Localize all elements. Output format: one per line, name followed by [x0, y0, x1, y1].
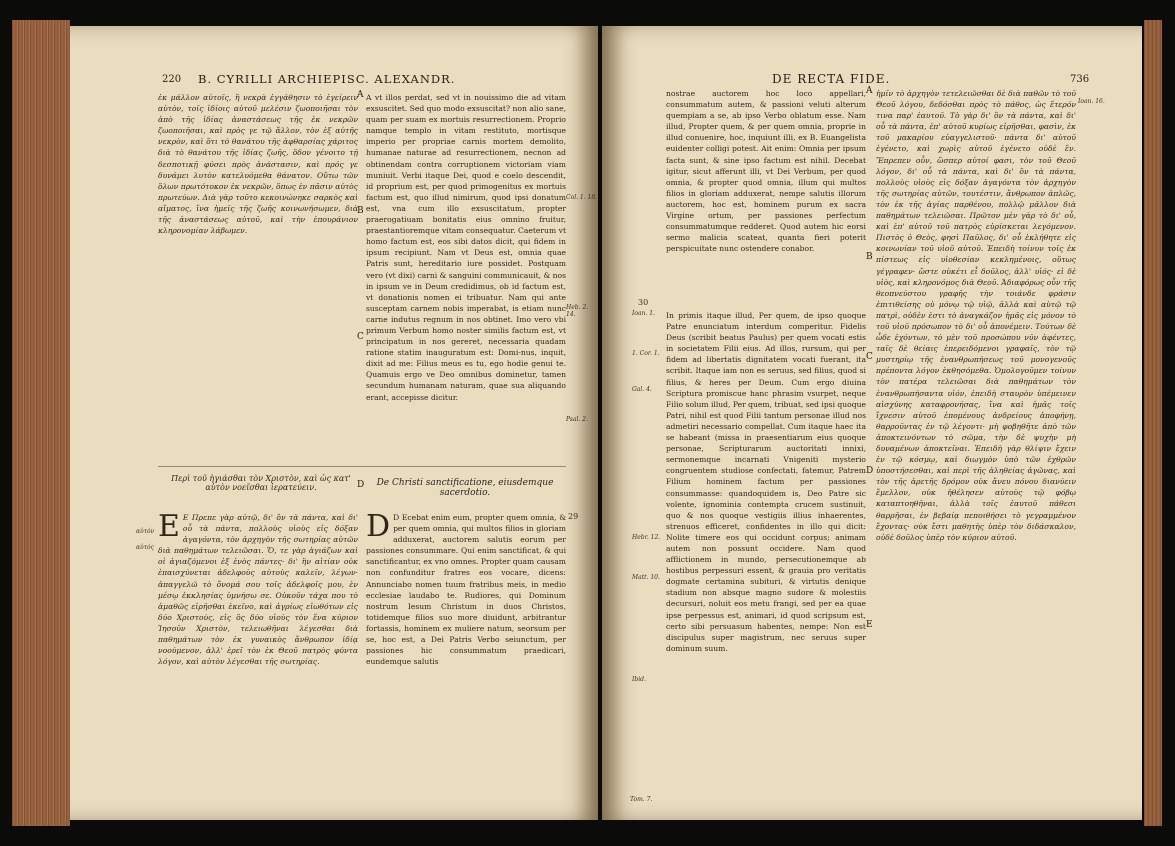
margin-note: Col. 1. 18.	[566, 194, 598, 201]
open-book	[12, 20, 1162, 826]
margin-note: Ibid.	[632, 676, 646, 683]
margin-note: αὐτόν	[136, 528, 155, 535]
right-page-number: 736	[1070, 74, 1090, 85]
latin-column-middle: In primis itaque illud, Per quem, de ipso quoque Patre enunciatum interdum comperitur. Fidelis Deus (scribit beatus Paulus) per quem vocati estis in societatem Filii eius. Ad illos, rursum, qui per fidem ad libertatis dignitatem vocati fuerant, ita scribit. Itaque iam non es seruus, sed filius, quod si filius, & heres per Deum. Cum ergo diuina Scriptura promiscue hanc phrasim vsurpet, neque Filio solum illud, Per quem, tribuat, sed ipsi quoque Patri, nihil est quod Filii tantum personae illud nos admetiri necessario compellat. Cum itaque haec ita se habeant (missa in praesentiarum eius quoque personae, Scripturarum auctoritati innixi, sermonemque incarnati Vnigeniti mysterio congruentem studiose confectati, fatemur, Patrem Filium hominem factum per passiones consummasse: quandoquidem is, Deo Patre sic volente, ignominia contempta crucem sustinuit, quo & nos quoque vestigiis illius inhaerentes, strenuos efficeret, confidentes in illo qui dicit: Nolite timere eos qui occidunt corpus; animam autem non possunt occidere. Nam quod afflictionem in mundo, persecutionemque ab hostibus perpessuri essent, & grauia pro veritatis dogmate certamina subituri, & virtutis denique stadium non absque magno sudore & molestiis decursuri, noluit eos metu frangi, sed per ea quae ipse perpessus est, animari, id quod scripsum est, certo sibi persuasum habentes, nempe: Non est discipulus super magistrum, nec seruus super dominum suum.	[666, 311, 866, 653]
greek-column: ἡμῖν τὸ ἀρχηγὸν τετελειῶσθαι δὲ διὰ παθῶν τὸ τοῦ Θεοῦ λόγου, δεδόσθαι πρὸς τὸ πάθος, ὡς ἕτερόν τινα παρ' ἑαυτοῦ. Τὸ γὰρ δι' ὃν τὰ πάντα, καὶ δι' οὗ τὰ πάντα, ἐπ' αὐτοῦ κυρίως εἰρῆσθαι, φασὶν, ἐκ τοῦ μακαρίου εὐαγγελιστοῦ· πάντα δι' αὐτοῦ ἐγένετο, καὶ χωρὶς αὐτοῦ ἐγένετο οὐδὲ ἕν. Ἔπρεπεν οὖν, ὥσπερ αὐτοί φασι, τὸν τοῦ Θεοῦ λόγον, δι' οὗ τὰ πάντα, καὶ δι' ὃν τὰ πάντα, πολλοὺς υἱοὺς εἰς δόξαν ἀγαγόντα τὸν ἀρχηγὸν τῆς σωτηρίας αὐτῶν, τουτέστιν, ἄνθρωπον ἁπλῶς, τὸν ἐκ τῆς ἁγίας παρθένου, πολλῷ μᾶλλον διὰ παθημάτων τελειῶσαι. Πρῶτον μὲν γὰρ τὸ δι' οὗ, καὶ ἐπ' αὐτοῦ τοῦ πατρὸς εὑρίσκεται λεγόμενον. Πιστὸς ὁ Θεὸς, φησὶ Παῦλος, δι' οὗ ἐκλήθητε εἰς κοινωνίαν τοῦ υἱοῦ αὐτοῦ. Ἐπειδὴ τοίνυν τοῖς ἐκ πίστεως εἰς υἱοθεσίαν κεκλημένοις, οὕτως γέγραφεν· ὥστε οὐκέτι εἶ δοῦλος, ἀλλ' υἱός· εἰ δὲ υἱὸς, καὶ κληρονόμος διὰ Θεοῦ. Ἀδιαφόρως οὖν τῆς θεοπνεύστου γραφῆς τὴν τοιάνδε φράσιν ἐπιτιθείσης οὐ μόνῳ τῷ υἱῷ, ἀλλὰ καὶ αὐτῷ τῷ πατρὶ, οὐδὲν ἐστι τὸ ἀναγκάζον ἡμᾶς εἰς μόνον τὸ τοῦ υἱοῦ πρόσωπον τὸ δι' οὗ ἀπονέμειν. Τούτων δὲ ὧδε ἐχόντων, τὸ μὲν τοῦ προσώπου νῦν ἀφέντες, ταῖς δὲ θείαις ἐπερειδόμενοι γραφαῖς, τὸν τῷ μυστηρίῳ τῆς ἐνανθρωπήσεως τοῦ μονογενοῦς πρέποντα λόγον ἐκθησόμεθα. Ὁμολογοῦμεν τοίνυν τὸν πατέρα τελειῶσαι διὰ παθημάτων τὸν ἐνανθρωπήσαντα υἱόν, ἐπειδὴ σταυρὸν ὑπέμεινεν αἰσχύνης καταφρονήσας, ἵνα καὶ ἡμᾶς τοῖς ἴχνεσιν αὐτοῦ ἑπομένους ἀνδρείους ἀποφήνῃ, θαρροῦντας ἐν τῷ λέγοντι· μὴ φοβηθῆτε ἀπὸ τῶν ἀποκτεινόντων τὸ σῶμα, τὴν δὲ ψυχὴν μὴ δυναμένων ἀποκτεῖναι. Ἐπειδὴ γὰρ θλίψιν ἔχειν ἐν τῷ κόσμῳ, καὶ διωγμὸν ὑπὸ τῶν ἐχθρῶν ὑποστήσεσθαι, καὶ περὶ τῆς ἀληθείας ἀγῶνας, καὶ τὸν τῆς ἀρετῆς δρόμον οὐκ ἄνευ πόνου διανύειν ἔμελλον, οὐκ ἠθέλησεν αὐτοὺς τῷ φόβῳ καταπτοηθῆναι, ἀλλὰ τοῖς ἑαυτοῦ πάθεσι θαρρῆσαι, ἐν βεβαίᾳ πεποιθήσει τὸ γεγραμμένον ἔχοντας· οὐκ ἔστι μαθητὴς ὑπὲρ τὸν διδάσκαλον, οὐδὲ δοῦλος ὑπὲρ τὸν κύριον αὐτοῦ.	[876, 89, 1076, 542]
side-letter-e: E	[866, 620, 873, 630]
margin-note: Matt. 10.	[632, 574, 660, 581]
margin-note: αὐτός	[136, 544, 154, 551]
line-number: 30	[638, 298, 649, 307]
right-running-head: DE RECTA FIDE.	[772, 72, 891, 86]
side-letter-a: A	[866, 86, 873, 96]
printer-signature: Tom. 7.	[630, 796, 653, 803]
margin-note: 1. Cor. 1.	[632, 350, 660, 357]
section-title-latin: De Christi sanctificatione, eiusdemque sacerdotio.	[376, 478, 554, 498]
left-page-number: 220	[162, 74, 182, 85]
margin-note: Ioan. 1.	[632, 310, 655, 317]
greek-bottom-text: Ε Πρεπε γὰρ αὐτῷ, δι' ὃν τὰ πάντα, καὶ δι' οὗ τὰ πάντα, πολλοὺς υἱοὺς εἰς δόξαν ἀγαγόντα, τὸν ἀρχηγὸν τῆς σωτηρίας αὐτῶν διὰ παθημάτων τελειῶσαι. Ὅ, τε γὰρ ἁγιάζων καὶ οἱ ἁγιαζόμενοι ἐξ ἑνὸς πάντες· δι' ἣν αἰτίαν οὐκ ἐπαισχύνεται ἀδελφοὺς αὐτοὺς καλεῖν, λέγων· ἀπαγγελῶ τὸ ὄνομά σου τοῖς ἀδελφοῖς μου, ἐν μέσῳ ἐκκλησίας ὑμνήσω σε. Οὐκοῦν τάχα που τὸ ἀμαθῶς εἰρῆσθαι ἐκεῖνο, καὶ ἀγρίως εἰωθότων εἰς δύο Χριστοὺς, εἰς ὃς δύο υἱοὺς τὸν ἕνα κύριον Ἰησοῦν Χριστὸν, τελειωθῆναι λέγεσθαι διὰ παθημάτων τὸν ἐκ γυναικὸς ἄνθρωπον ἰδίᾳ νοούμενον, ἀλλ' ἐρεῖ τὸν ἐκ Θεοῦ πατρὸς φύντα λόγον, καὶ αὐτὸν λέγεσθαι τῆς σωτηρίας.	[158, 513, 358, 667]
right-page	[602, 26, 1142, 820]
margin-note: Gal. 4.	[632, 386, 652, 393]
left-running-head: B. CYRILLI ARCHIEPISC. ALEXANDR.	[198, 72, 456, 86]
left-page	[70, 26, 598, 820]
left-page-edges	[12, 20, 70, 826]
side-letter-c: C	[357, 332, 364, 342]
margin-note: Heb. 2. 14.	[566, 304, 589, 318]
latin-column-bottom	[366, 509, 566, 812]
side-letter-d: D	[357, 480, 365, 490]
greek-column-bottom	[158, 509, 358, 812]
margin-note: Psal. 2.	[566, 416, 588, 423]
side-letter-c: C	[866, 352, 873, 362]
side-letter-b: B	[357, 206, 364, 216]
section-title-greek: Περὶ τοῦ ἡγιάσθαι τὸν Χριστὸν, καὶ ὡς κατ' αὐτὸν νοεῖσθαι ἱερατεύειν.	[171, 474, 351, 492]
section-divider	[158, 466, 566, 467]
greek-column-top: ἐκ μάλλον αὐτοῖς, ἢ νεκρὰ ἐγγάθησιν τὸ ἐγείρειν αὐτὸν, τοῖς ἰδίοις αὐτοῦ μελέσιν ζωοποιῆσαι τὸν ἀπὸ τῆς ἰδίας ἀναστάσεως τῆς ἐκ νεκρῶν ζωοποιῆσαι, καὶ πρὸς γε τῷ ἄλλον, τὸν ἐξ αὐτῆς νεκρὸν, καὶ ὅτι τὸ θανάτου τῆς ἀφθαρσίας χάριτος διὰ τὸ θανάτου τῆς ἰδίας ζωῆς, ὅδον γένοιτο τῇ δεσποτικῇ φύσει πρὸς ἀνάστασιν, καὶ πρός γε δυνάμει λυτὸν κατελυόμεθα θάνατον. Οὕτω τῶν ὅλων πρωτότοκον ἐκ νεκρῶν, ὅπως ἐν πᾶσιν αὐτὸς πρωτεύων. Διὰ γὰρ τοῦτο κεκοινώνηκε σαρκὸς καὶ αἵματος, ἵνα ἡμεῖς τῆς ζωῆς κοινωνήσωμεν, διὰ τῆς ἀναστάσεως αὐτοῦ, καὶ τὴν ἐπουράνιον κληρονομίαν λάβωμεν.	[158, 93, 358, 236]
margin-note: Ioan. 16.	[1078, 98, 1105, 105]
line-number: 29	[568, 512, 579, 521]
drop-cap-greek: Ε	[158, 509, 180, 544]
side-letter-d: D	[866, 466, 874, 476]
side-letter-b: B	[866, 252, 873, 262]
margin-note: Hebr. 12.	[632, 534, 661, 541]
latin-column-top: nostrae auctorem hoc loco appellari, consummatum autem, & passioni veluti alterum quempiam a se, ab ipso Verbo oblatum esse. Nam illud, Propter quem, & per quem omnia, proprie in illud conuenire, hoc, inquiunt illi, ex B. Euangelista euidenter colligi potest. Ait enim: Omnia per ipsum facta sunt, & sine ipso factum est nihil. Decebat igitur, sicut afferunt illi, vt Dei Verbum, per quod omnia, & propter quod omnia, illum qui multos filios in gloriam adduxerat, nempe salutis illorum auctorem, hoc est, hominem purum ex sacra Virgine ortum, per passiones perfectum consummatumque redderet. Quod autem hic eorsi sermo malicia scateat, quanta fieri poterit perspicuitate nunc ostendere conabor.	[666, 89, 866, 254]
right-page-edges	[1144, 20, 1162, 826]
latin-bottom-text: D Ecebat enim eum, propter quem omnia, & per quem omnia, qui multos filios in gloriam adduxerat, auctorem salutis eorum per passiones consummare. Qui enim sanctificat, & qui sanctificantur, ex vno omnes. Propter quam causam non confunditur fratres eos vocare, dicens: Annunciabo nomen tuum fratribus meis, in medio ecclesiae laudabo te. Rudiores, qui Dominum nostrum Iesum Christum in duos Christos, totidemque filios suo more diuidunt, arbitrantur fortassis, hominem ex muliere natum, seorsum per se, hoc est, a Dei Patris Verbo seiunctum, per passiones hic consummatum praedicari, eundemque salutis	[366, 513, 566, 667]
side-letter-a: A	[357, 90, 364, 100]
drop-cap-latin: D	[366, 509, 391, 544]
latin-column-top: A vt illos perdat, sed vt in nouissimo die ad vitam exsuscitet. Sed quo modo exsuscitat? non alio sane, quam per suam ex mortuis resurrectionem. Proprio namque templo in vitam restituto, mortisque imperio per propriae carnis mortem demolito, humanae naturae ad resurrectionem, necnon ad obtinendam contra corruptionem victoriam viam muniuit. Verbi itaque Dei, quod e coelo descendit, id proprium est, per quod primogenitus ex mortuis factum est, quo illud nimirum, quod ipsi donatum est, vna cum illo exsuscitatum, propter praerogatiuam bonitatis eius omnino fruitur, praestantioremque vitam consequatur. Caeterum vt homo factum est, eos sibi datos dicit, qui fidem in ipsum recipiunt. Nam vt Deus est, omnia quae Patris sunt, hereditario iure possidet. Postquam vero (vt dixi) carni & sanguini communicauit, & nos in ipsum ve in Deum credidimus, ob id factum est, vt donationis nomen ei tribuatur. Nam qui ante susceptam carnem nobis imperabat, is etiam nunc carne indutus regnum in nos obtinet. Imo vero vbi primum Verbum homo noster similis factum est, vt principatum in nos gereret, necessaria quadam ratione statim inauguratum est: Domi-nus, inquit, dixit ad me: Filius meus es tu, ego hodie genui te. Quamuis ergo ve Deo omnibus dominetur, tamen secundum humanam naturam, quae sua aliquando erant, accepisse dicitur.	[366, 93, 566, 402]
